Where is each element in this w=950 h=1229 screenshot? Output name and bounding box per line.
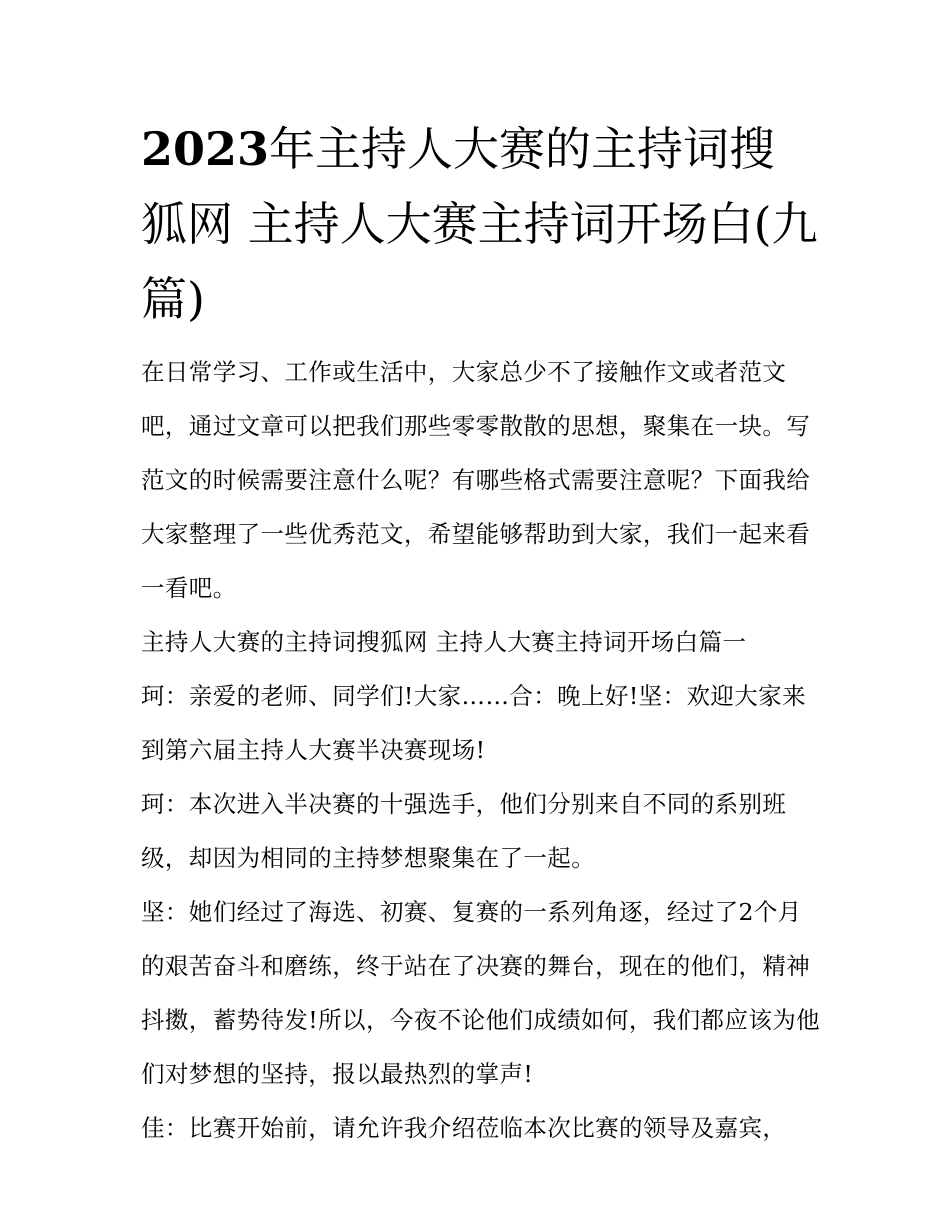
title-year: 2023 xyxy=(141,122,270,176)
document-title xyxy=(141,112,821,337)
title-text: 年主持人大赛的主持词搜狐网 主持人大赛主持词开场白(九篇) xyxy=(141,122,818,326)
section-heading: 主持人大赛的主持词搜狐网 主持人大赛主持词开场白篇一 xyxy=(141,628,747,656)
script-paragraph: 珂：本次进入半决赛的十强选手，他们分别来自不同的系别班级，却因为相同的主持梦想聚集在了一起。 xyxy=(141,790,787,872)
intro-paragraph: 在日常学习、工作或生活中，大家总少不了接触作文或者范文吧，通过文章可以把我们那些零零散散的思想，聚集在一块。写范文的时候需要注意什么呢？有哪些格式需要注意呢？下面我给大家整理了一些优秀范文，希望能够帮助到大家，我们一起来看一看吧。 xyxy=(141,358,811,602)
script-paragraph: 珂：亲爱的老师、同学们!大家……合：晚上好!坚：欢迎大家来到第六届主持人大赛半决赛现场! xyxy=(141,682,806,764)
script-paragraph: 佳：比赛开始前，请允许我介绍莅临本次比赛的领导及嘉宾， xyxy=(141,1114,787,1142)
script-paragraph: 坚：她们经过了海选、初赛、复赛的一系列角逐，经过了2个月的艰苦奋斗和磨练，终于站在了决赛的舞台，现在的他们，精神抖擞，蓄势待发!所以，今夜不论他们成绩如何，我们都应该为他们对梦想的坚持，报以最热烈的掌声! xyxy=(141,898,821,1088)
document-page xyxy=(141,112,821,1155)
